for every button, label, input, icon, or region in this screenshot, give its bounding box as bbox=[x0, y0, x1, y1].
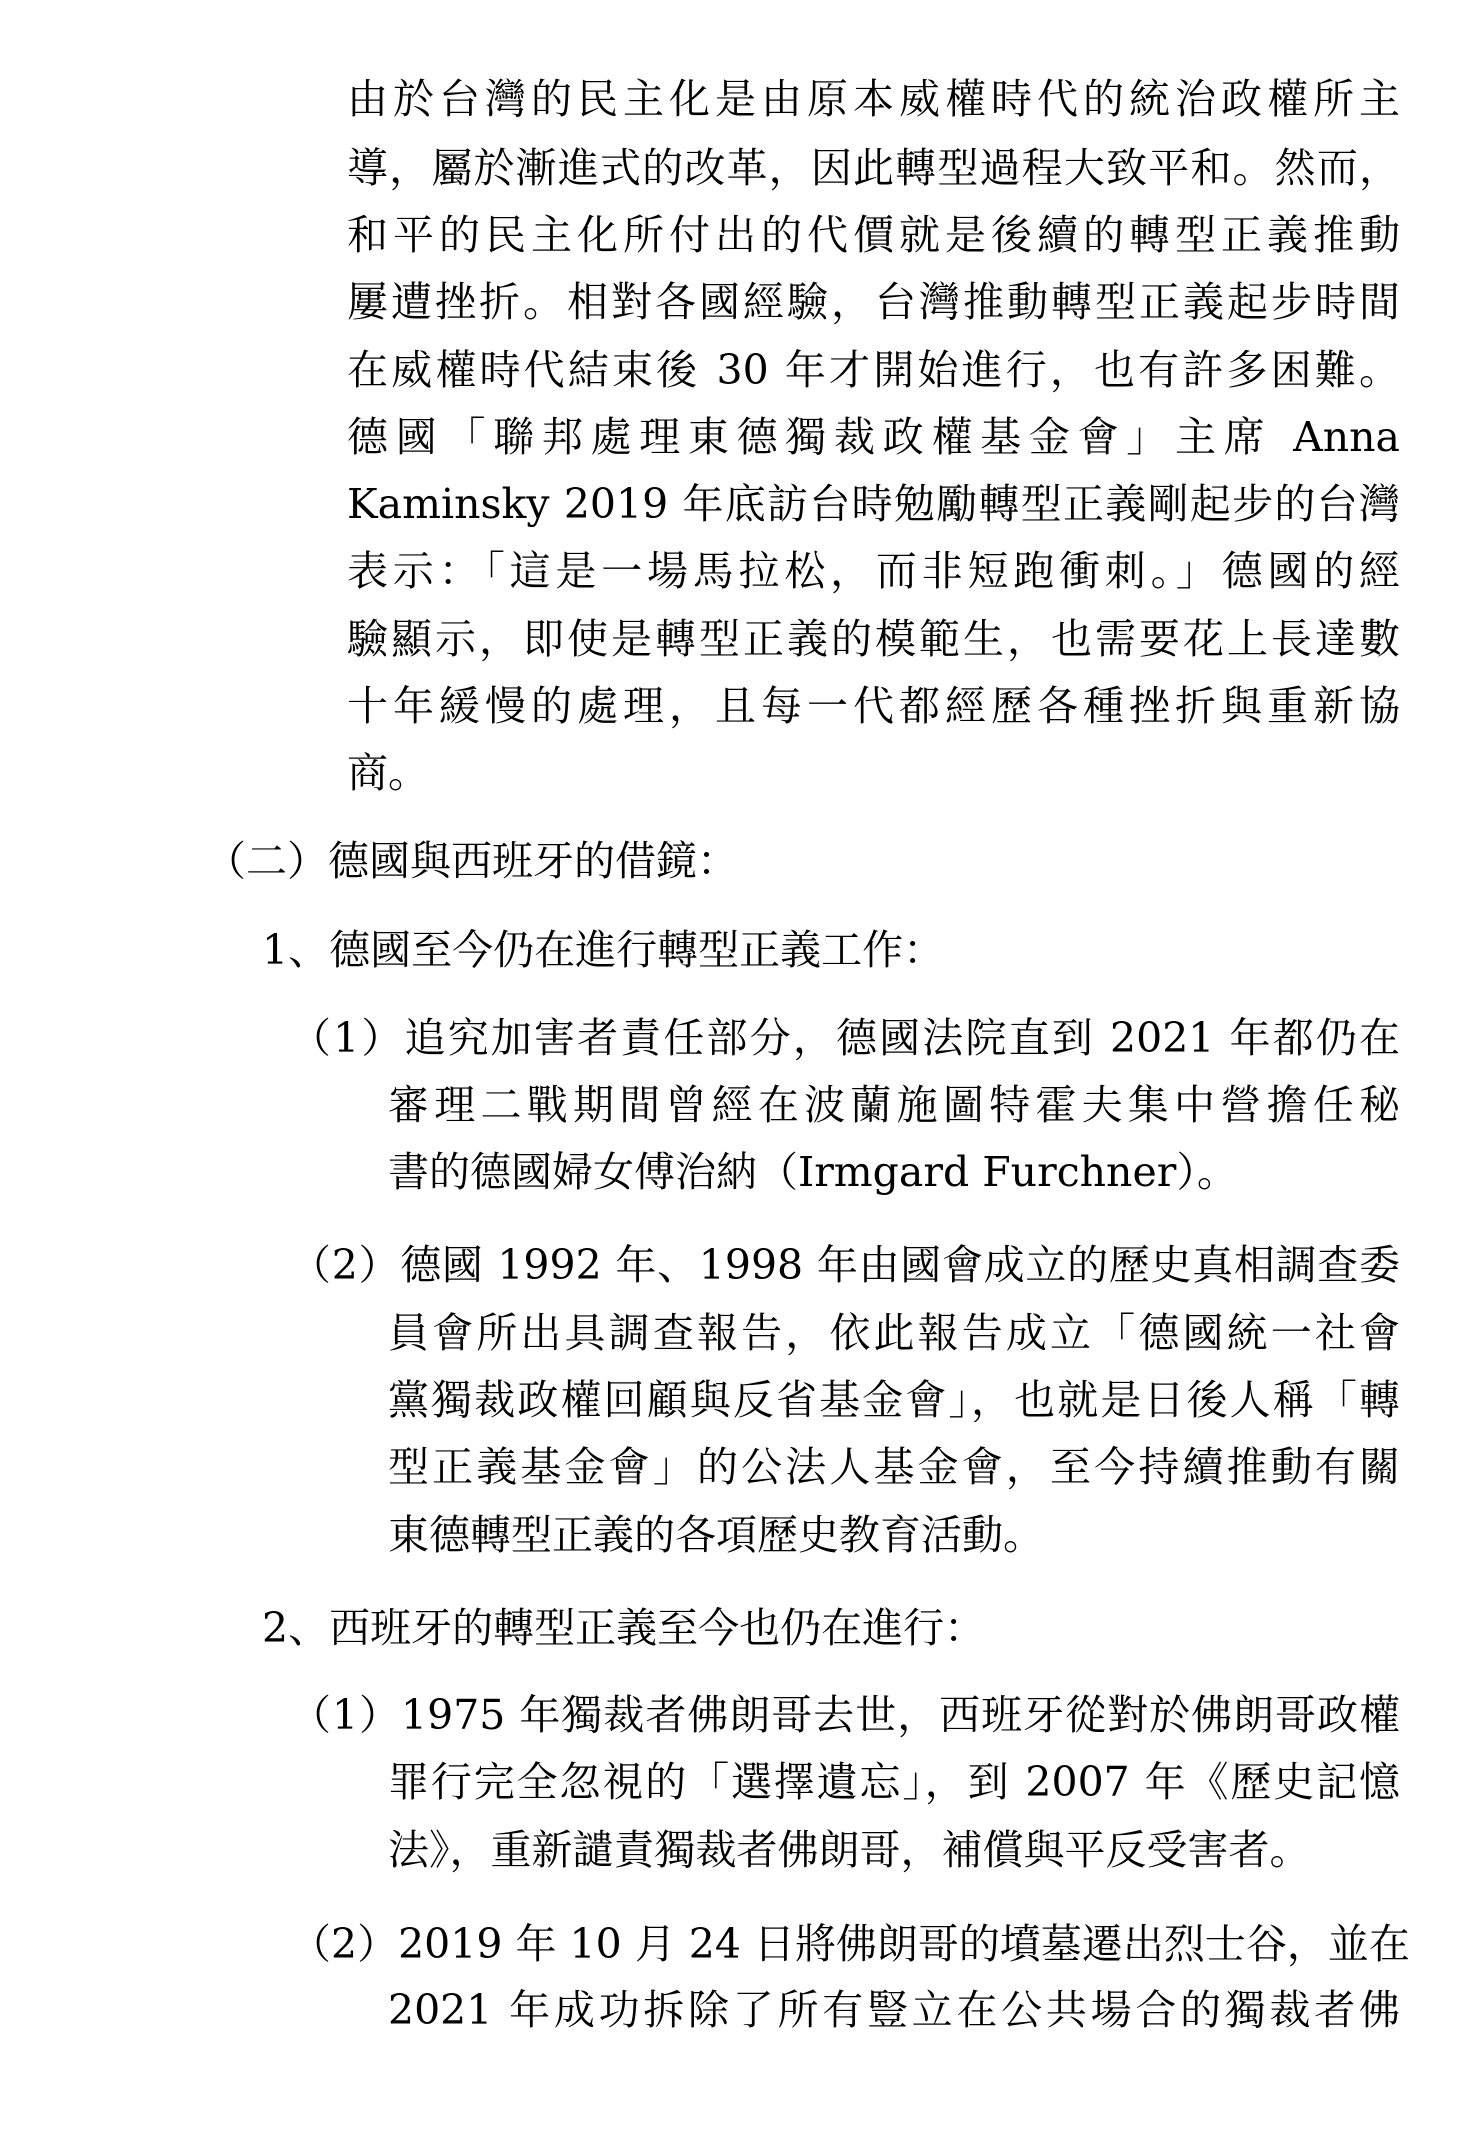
germany-item-2-line: 型正義基金會」的公法人基金會，至今持續推動有關 bbox=[388, 1443, 1400, 1491]
spain-item-2-line: 2021 年成功拆除了所有豎立在公共場合的獨裁者佛 bbox=[388, 1986, 1400, 2034]
intro-line: 在威權時代結束後 30 年才開始進行，也有許多困難。 bbox=[347, 346, 1400, 394]
intro-line: 屢遭挫折。相對各國經驗，台灣推動轉型正義起步時間 bbox=[347, 278, 1400, 326]
germany-item-2-line: 東德轉型正義的各項歷史教育活動。 bbox=[388, 1511, 1044, 1559]
germany-item-1-line: 審理二戰期間曾經在波蘭施圖特霍夫集中營擔任秘 bbox=[388, 1081, 1400, 1129]
germany-item-1-line: 書的德國婦女傅治納（Irmgard Furchner）。 bbox=[388, 1148, 1238, 1196]
intro-line: 德國「聯邦處理東德獨裁政權基金會」主席 Anna bbox=[347, 413, 1400, 461]
spain-item-1-line: 法》，重新譴責獨裁者佛朗哥，補償與平反受害者。 bbox=[388, 1826, 1311, 1874]
spain-item-1-line: 罪行完全忽視的「選擇遺忘」，到 2007 年《歷史記憶 bbox=[388, 1758, 1400, 1806]
spain-item-1-line: （1）1975 年獨裁者佛朗哥去世，西班牙從對於佛朗哥政權 bbox=[290, 1691, 1400, 1739]
spain-heading: 2、西班牙的轉型正義至今也仍在進行： bbox=[262, 1604, 986, 1652]
intro-line: 由於台灣的民主化是由原本威權時代的統治政權所主 bbox=[347, 75, 1400, 123]
germany-item-2-line: 黨獨裁政權回顧與反省基金會」，也就是日後人稱「轉 bbox=[388, 1376, 1400, 1424]
intro-line: 和平的民主化所付出的代價就是後續的轉型正義推動 bbox=[347, 211, 1400, 259]
germany-heading: 1、德國至今仍在進行轉型正義工作： bbox=[262, 926, 945, 974]
germany-item-1-line: （1）追究加害者責任部分，德國法院直到 2021 年都仍在 bbox=[290, 1014, 1400, 1062]
intro-line: 表示：「這是一場馬拉松，而非短跑衝刺。」德國的經 bbox=[347, 547, 1400, 595]
germany-item-2-line: 員會所出具調查報告，依此報告成立「德國統一社會 bbox=[388, 1309, 1400, 1357]
intro-line: 導，屬於漸進式的改革，因此轉型過程大致平和。然而， bbox=[347, 144, 1400, 192]
spain-item-2-line: （2）2019 年 10 月 24 日將佛朗哥的墳墓遷出烈士谷，並在 bbox=[290, 1920, 1410, 1968]
intro-line: 商。 bbox=[347, 749, 429, 797]
germany-item-2-line: （2）德國 1992 年、1998 年由國會成立的歷史真相調查委 bbox=[290, 1241, 1400, 1289]
intro-line: 十年緩慢的處理，且每一代都經歷各種挫折與重新協 bbox=[347, 682, 1400, 730]
section-heading: （二）德國與西班牙的借鏡： bbox=[205, 837, 738, 885]
intro-line: 驗顯示，即使是轉型正義的模範生，也需要花上長達數 bbox=[347, 615, 1400, 663]
intro-line: Kaminsky 2019 年底訪台時勉勵轉型正義剛起步的台灣 bbox=[347, 480, 1400, 528]
